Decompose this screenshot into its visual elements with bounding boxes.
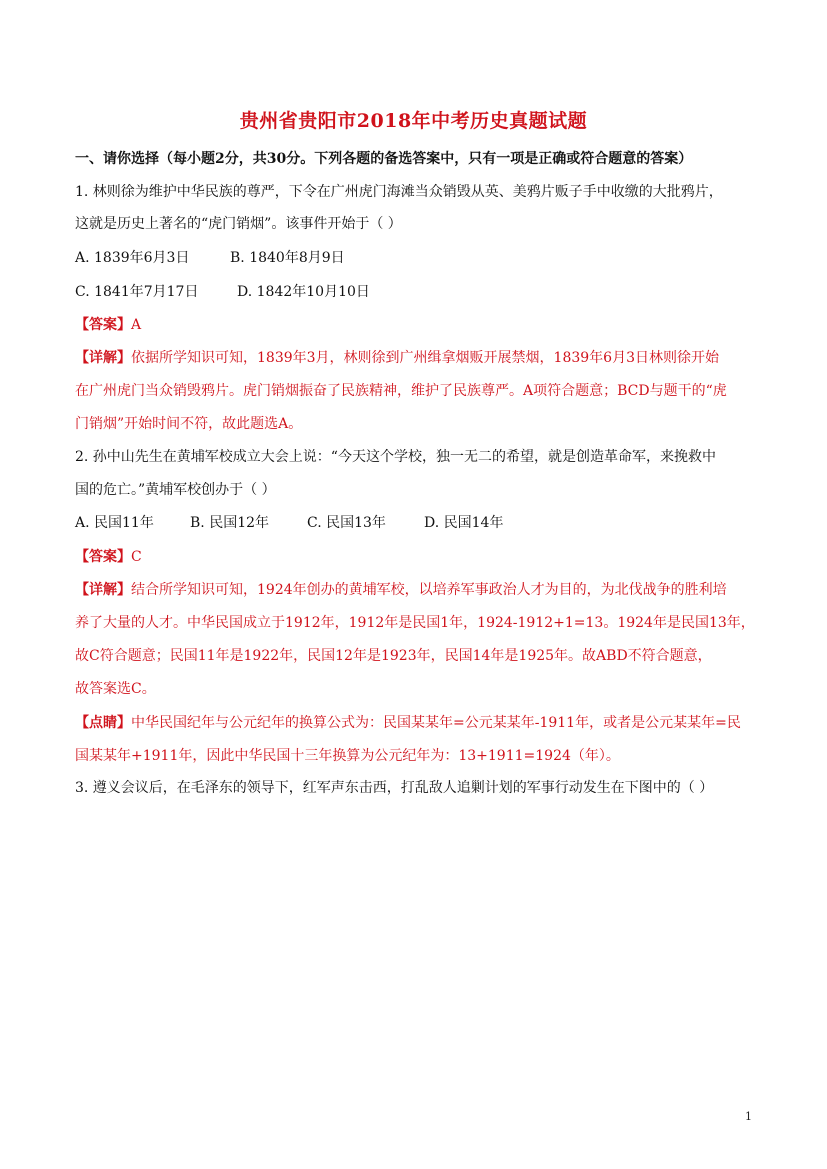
page-number: 1 bbox=[745, 1110, 752, 1123]
q2-stem-line-1: 2. 孙中山先生在黄埔军校成立大会上说：“今天这个学校，独一无二的希望，就是创造革命军，来挽救中 bbox=[75, 449, 716, 465]
q2-answer-value: C bbox=[131, 549, 142, 565]
q1-stem-line-2: 这就是历史上著名的“虎门销烟”。该事件开始于（ ） bbox=[75, 216, 402, 232]
q1-detail-text-1: 依据所学知识可知，1839年3月，林则徐到广州缉拿烟贩开展禁烟，1839年6月3日林则徐开始 bbox=[131, 350, 719, 366]
q1-options-row-1 bbox=[75, 247, 765, 269]
document-title: 贵州省贵阳市2018年中考历史真题试题 bbox=[239, 110, 588, 132]
q2-detail-tag: 【详解】 bbox=[75, 582, 131, 598]
q2-answer-tag: 【答案】 bbox=[75, 549, 131, 565]
q2-detail-line-1 bbox=[75, 579, 765, 601]
q2-point-tag: 【点睛】 bbox=[75, 715, 131, 731]
q1-options-row-2 bbox=[75, 281, 765, 303]
q1-option-a: A. 1839年6月3日 bbox=[75, 250, 190, 266]
q2-option-b: B. 民国12年 bbox=[190, 515, 270, 531]
q1-option-d: D. 1842年10月10日 bbox=[237, 284, 370, 300]
q2-point-line-1 bbox=[75, 712, 765, 734]
q2-point-text-1: 中华民国纪年与公元纪年的换算公式为：民国某某年=公元某某年-1911年，或者是公元某某年=民 bbox=[131, 715, 741, 731]
q1-stem-line-1: 1. 林则徐为维护中华民族的尊严，下令在广州虎门海滩当众销毁从英、美鸦片贩子手中收缴的大批鸦片， bbox=[75, 184, 723, 200]
q2-option-c: C. 民国13年 bbox=[307, 515, 386, 531]
q2-detail-text-1: 结合所学知识可知，1924年创办的黄埔军校，以培养军事政治人才为目的，为北伐战争的胜利培 bbox=[131, 582, 727, 598]
q2-detail-line-2: 养了大量的人才。中华民国成立于1912年，1912年是民国1年，1924-1912+1=13。1924年是民国13年， bbox=[75, 615, 755, 631]
section-heading: 一、请你选择（每小题2分，共30分。下列各题的备选答案中，只有一项是正确或符合题意的答案） bbox=[75, 151, 693, 167]
q2-option-a: A. 民国11年 bbox=[75, 515, 154, 531]
q1-option-c: C. 1841年7月17日 bbox=[75, 284, 199, 300]
q1-option-b: B. 1840年8月9日 bbox=[230, 250, 345, 266]
q1-detail-tag: 【详解】 bbox=[75, 350, 131, 366]
q3-stem-line-1: 3. 遵义会议后，在毛泽东的领导下，红军声东击西，打乱敌人追剿计划的军事行动发生在下图中的（ ） bbox=[75, 780, 714, 796]
q2-answer bbox=[75, 546, 765, 568]
q1-detail-line-2: 在广州虎门当众销毁鸦片。虎门销烟振奋了民族精神，维护了民族尊严。A项符合题意；BCD与题干的“虎 bbox=[75, 383, 727, 399]
q2-point-line-2: 国某某年+1911年，因此中华民国十三年换算为公元纪年为：13+1911=1924（年）。 bbox=[75, 748, 620, 764]
q1-answer-value: A bbox=[131, 317, 142, 333]
q1-answer-tag: 【答案】 bbox=[75, 317, 131, 333]
q1-detail-line-1 bbox=[75, 347, 765, 369]
q2-detail-line-4: 故答案选C。 bbox=[75, 681, 156, 697]
q2-options-row bbox=[75, 512, 765, 534]
q2-stem-line-2: 国的危亡。”黄埔军校创办于（ ） bbox=[75, 482, 276, 498]
q2-detail-line-3: 故C符合题意；民国11年是1922年，民国12年是1923年，民国14年是1925年。故ABD不符合题意， bbox=[75, 648, 712, 664]
q1-answer bbox=[75, 314, 765, 336]
q1-detail-line-3: 门销烟”开始时间不符，故此题选A。 bbox=[75, 416, 303, 432]
q2-option-d: D. 民国14年 bbox=[424, 515, 504, 531]
